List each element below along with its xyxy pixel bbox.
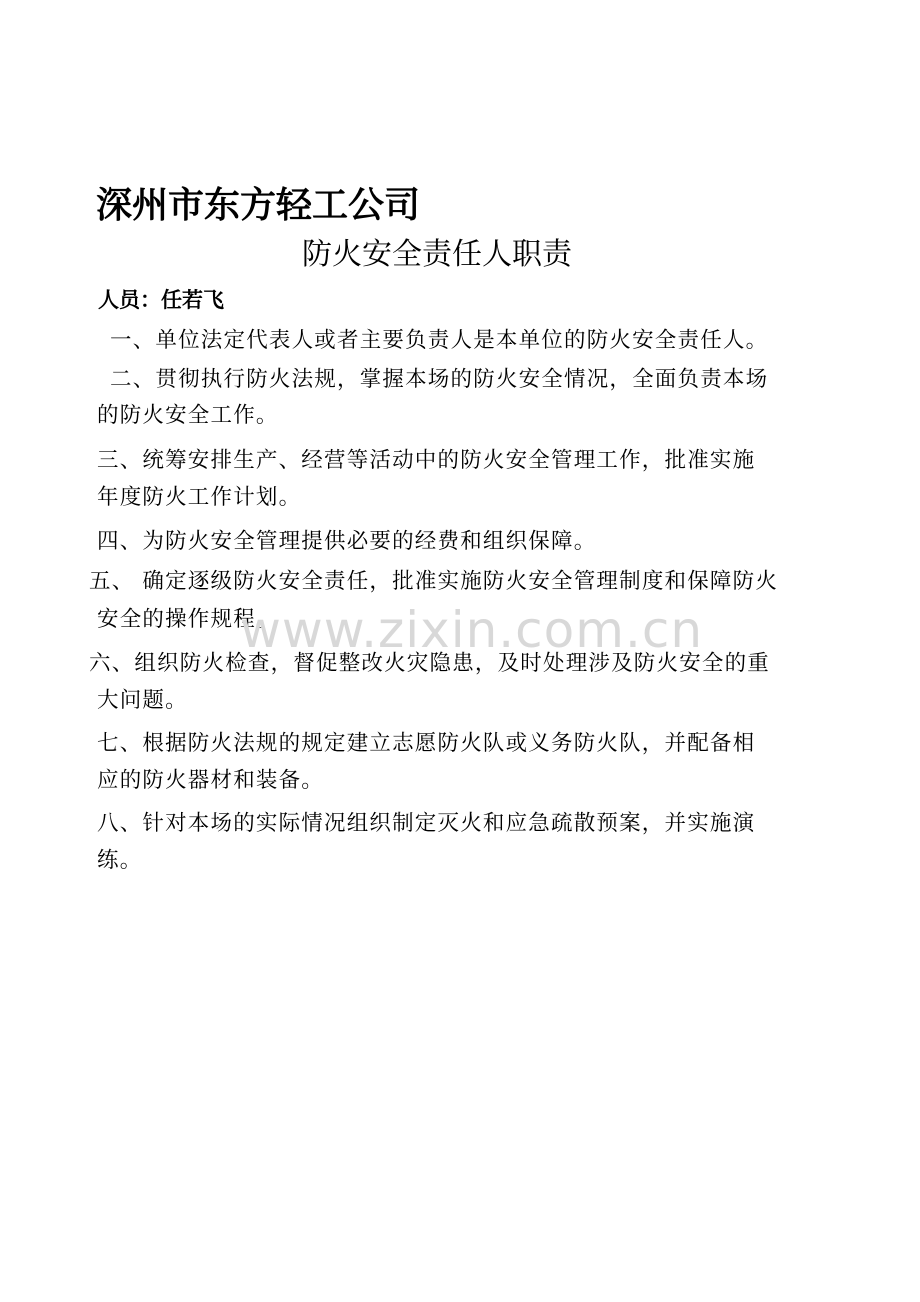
duty-item-3-continued: 年度防火工作计划。 <box>97 485 302 510</box>
duty-item-2-continued: 的防火安全工作。 <box>97 403 279 428</box>
duty-item-4: 四、为防火安全管理提供必要的经费和组织保障。 <box>97 529 597 554</box>
document-title: 防火安全责任人职责 <box>302 237 572 272</box>
duty-item-1: 一、单位法定代表人或者主要负责人是本单位的防火安全责任人。 <box>110 328 769 353</box>
duty-item-5: 五、 确定逐级防火安全责任，批准实施防火安全管理制度和保障防火 <box>89 569 779 594</box>
watermark: www.zixin.com.cn <box>240 601 704 659</box>
duty-item-8: 八、针对本场的实际情况组织制定灭火和应急疏散预案，并实施演 <box>97 811 756 836</box>
duty-item-8-continued: 练。 <box>97 848 143 873</box>
duty-item-5-continued: 安全的操作规程。 <box>97 607 279 632</box>
duty-item-7: 七、根据防火法规的规定建立志愿防火队或义务防火队，并配备相 <box>97 731 756 756</box>
duty-item-3: 三、统筹安排生产、经营等活动中的防火安全管理工作，批准实施 <box>97 448 756 473</box>
duty-item-6-continued: 大问题。 <box>97 688 188 713</box>
duty-item-7-continued: 应的防火器材和装备。 <box>97 768 325 793</box>
duty-item-6: 六、组织防火检查，督促整改火灾隐患，及时处理涉及防火安全的重 <box>89 651 771 676</box>
responsible-person: 人员：任若飞 <box>98 288 224 312</box>
company-name: 深州市东方轻工公司 <box>96 185 421 226</box>
duty-item-2: 二、贯彻执行防火法规，掌握本场的防火安全情况，全面负责本场 <box>110 367 769 392</box>
